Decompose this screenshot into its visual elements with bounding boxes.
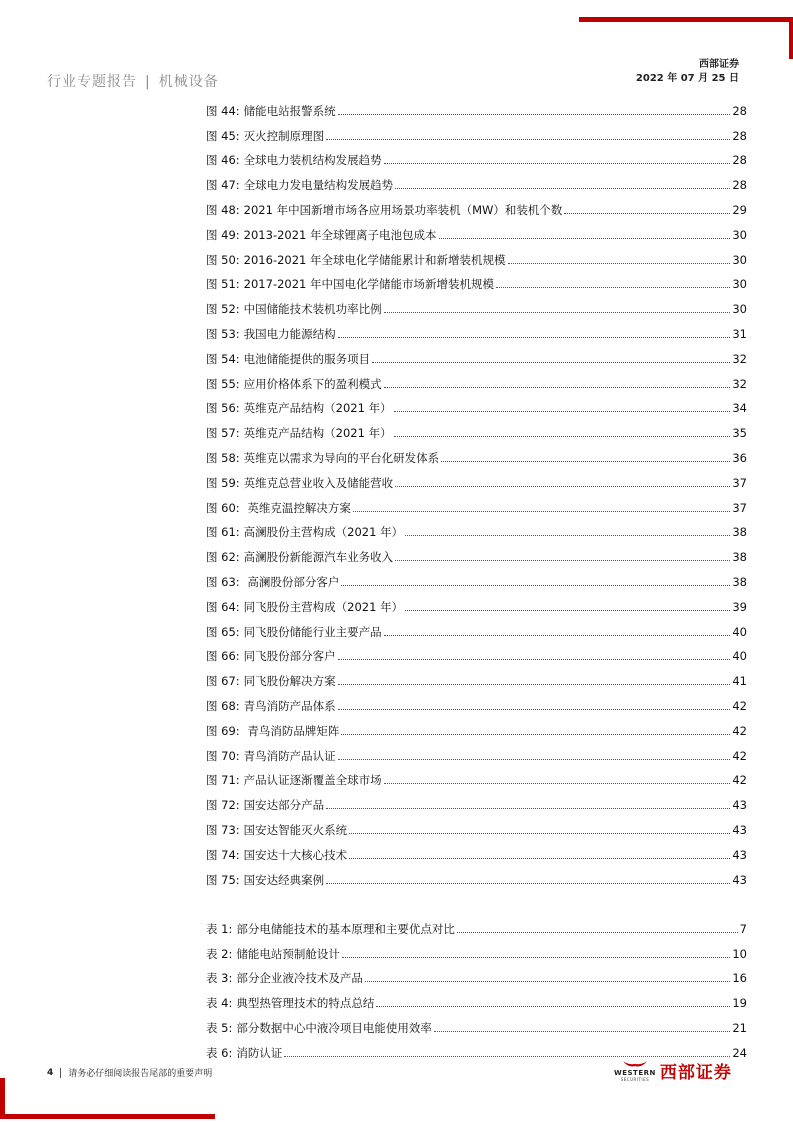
- entry-page: 38: [732, 574, 747, 589]
- dot-leader: [441, 461, 730, 462]
- entry-page: 42: [732, 773, 747, 788]
- entry-title: 国安达十大核心技术: [243, 847, 348, 862]
- entry-page: 28: [732, 128, 747, 143]
- entry-page: 42: [732, 723, 747, 738]
- entry-title: 2016-2021 年全球电化学储能累计和新增装机规模: [243, 252, 506, 267]
- entry-page: 41: [732, 674, 747, 689]
- entry-title: 中国储能技术装机功率比例: [243, 302, 382, 317]
- entry-page: 28: [732, 153, 747, 168]
- figure-entry[interactable]: [206, 242, 747, 267]
- entry-page: 43: [732, 872, 747, 887]
- company-logo: [614, 1058, 732, 1083]
- dot-leader: [384, 163, 731, 164]
- figure-entry[interactable]: [206, 763, 747, 788]
- entry-page: 31: [732, 326, 747, 341]
- figure-entry[interactable]: [206, 217, 747, 242]
- entry-number: 图 58:: [206, 450, 240, 465]
- footer-disclaimer: 请务必仔细阅读报告尾部的重要声明: [68, 1069, 213, 1079]
- report-category: 行业专题报告: [47, 74, 137, 90]
- figure-entry[interactable]: [206, 192, 747, 217]
- entry-title: 2017-2021 年中国电化学储能市场新增装机规模: [243, 277, 495, 292]
- entry-title: 全球电力发电量结构发展趋势: [243, 178, 394, 193]
- figure-entry[interactable]: [206, 787, 747, 812]
- entry-page: 16: [732, 971, 747, 986]
- figure-entry[interactable]: [206, 589, 747, 614]
- dot-leader: [508, 263, 731, 264]
- report-industry: 机械设备: [158, 74, 219, 90]
- dot-leader: [384, 387, 731, 388]
- dot-leader: [326, 139, 730, 140]
- figure-entry[interactable]: [206, 267, 747, 292]
- entry-number: 表 6:: [206, 1045, 233, 1060]
- dot-leader: [338, 684, 731, 685]
- entry-label: [206, 525, 403, 539]
- entry-number: 图 55:: [206, 376, 240, 391]
- entry-title: 同飞股份储能行业主要产品: [243, 624, 382, 639]
- entry-title: 我国电力能源结构: [243, 326, 336, 341]
- entry-number: 图 66:: [206, 649, 240, 664]
- entry-number: 表 5:: [206, 1020, 233, 1035]
- entry-title: 部分企业液冷技术及产品: [236, 971, 363, 986]
- entry-page: 28: [732, 178, 747, 193]
- logo-mark: [614, 1060, 656, 1082]
- entry-label: [206, 649, 336, 663]
- dot-leader: [338, 337, 731, 338]
- entry-title: 储能电站预制舱设计: [236, 946, 340, 961]
- entry-number: 图 63:: [206, 574, 240, 589]
- bull-horn-icon: [622, 1060, 648, 1070]
- dot-leader: [338, 709, 731, 710]
- entry-label: [206, 104, 336, 118]
- dot-leader: [496, 287, 730, 288]
- figure-entry[interactable]: [206, 639, 747, 664]
- dot-leader: [326, 883, 730, 884]
- figure-entry[interactable]: [206, 167, 747, 192]
- dot-leader: [341, 734, 730, 735]
- figure-entry[interactable]: [206, 440, 747, 465]
- entry-label: [206, 401, 392, 415]
- entry-number: 表 2:: [206, 946, 233, 961]
- entry-title: 英维克以需求为导向的平台化研发体系: [243, 450, 440, 465]
- entry-page: 43: [732, 798, 747, 813]
- entry-label: [206, 947, 340, 961]
- entry-number: 图 67:: [206, 674, 240, 689]
- entry-number: 图 64:: [206, 599, 240, 614]
- entry-label: [206, 426, 392, 440]
- entry-title: 国安达部分产品: [243, 798, 325, 813]
- entry-page: 29: [732, 202, 747, 217]
- entry-number: 图 61:: [206, 525, 240, 540]
- figure-entry[interactable]: [206, 862, 747, 887]
- entry-number: 图 75:: [206, 872, 240, 887]
- dot-leader: [395, 560, 730, 561]
- entry-title: 英维克产品结构（2021 年）: [243, 426, 392, 441]
- entry-title: 青鸟消防产品认证: [243, 748, 336, 763]
- entry-page: 43: [732, 822, 747, 837]
- dot-leader: [338, 659, 731, 660]
- entry-title: 2013-2021 年全球锂离子电池包成本: [243, 227, 437, 242]
- corner-decoration-top: [579, 17, 793, 22]
- table-entry[interactable]: [206, 1010, 747, 1035]
- report-category-header: [47, 71, 219, 91]
- entry-title: 高澜股份新能源汽车业务收入: [243, 550, 394, 565]
- entry-page: 36: [732, 450, 747, 465]
- dot-leader: [384, 635, 731, 636]
- entry-number: 图 70:: [206, 748, 240, 763]
- dot-leader: [342, 957, 731, 958]
- entry-label: [206, 1021, 432, 1035]
- table-list: [206, 911, 747, 1060]
- figure-entry[interactable]: [206, 291, 747, 316]
- entry-label: [206, 1046, 282, 1060]
- entry-number: 表 1:: [206, 921, 233, 936]
- entry-number: 图 62:: [206, 550, 240, 565]
- dot-leader: [457, 932, 738, 933]
- entry-number: 表 3:: [206, 971, 233, 986]
- entry-title: 同飞股份解决方案: [243, 674, 336, 689]
- entry-label: [206, 129, 324, 143]
- dot-leader: [349, 833, 730, 834]
- entry-label: [206, 848, 347, 862]
- entry-page: 21: [732, 1020, 747, 1035]
- entry-page: 42: [732, 748, 747, 763]
- entry-page: 30: [732, 252, 747, 267]
- entry-title: 英维克总营业收入及储能营收: [243, 475, 394, 490]
- entry-title: 应用价格体系下的盈利模式: [243, 376, 382, 391]
- figure-entry[interactable]: [206, 515, 747, 540]
- dot-leader: [338, 114, 731, 115]
- table-entry[interactable]: [206, 985, 747, 1010]
- entry-page: 30: [732, 227, 747, 242]
- entry-label: [206, 327, 336, 341]
- entry-number: 图 52:: [206, 302, 240, 317]
- entry-title: 典型热管理技术的特点总结: [236, 996, 375, 1011]
- figure-entry[interactable]: [206, 564, 747, 589]
- entry-number: 图 54:: [206, 351, 240, 366]
- figure-entry[interactable]: [206, 713, 747, 738]
- entry-number: 图 71:: [206, 773, 240, 788]
- logo-chinese: 西部证券: [659, 1063, 732, 1083]
- table-entry[interactable]: [206, 936, 747, 961]
- entry-title: 英维克温控解决方案: [243, 500, 351, 515]
- figure-entry[interactable]: [206, 118, 747, 143]
- entry-page: 38: [732, 525, 747, 540]
- entry-title: 国安达经典案例: [243, 872, 325, 887]
- dot-leader: [439, 238, 731, 239]
- entry-label: [206, 600, 403, 614]
- entry-number: 图 72:: [206, 798, 240, 813]
- entry-label: [206, 873, 324, 887]
- entry-label: [206, 277, 494, 291]
- table-entry[interactable]: [206, 911, 747, 936]
- entry-title: 2021 年中国新增市场各应用场景功率装机（MW）和装机个数: [243, 202, 563, 217]
- footer-separator: [60, 1068, 61, 1078]
- entry-page: 37: [732, 475, 747, 490]
- dot-leader: [349, 858, 730, 859]
- entry-label: [206, 377, 382, 391]
- figure-entry[interactable]: [206, 93, 747, 118]
- entry-number: 图 65:: [206, 624, 240, 639]
- entry-label: [206, 575, 339, 589]
- figure-entry[interactable]: [206, 738, 747, 763]
- entry-title: 青鸟消防产品体系: [243, 698, 336, 713]
- figure-entry[interactable]: [206, 663, 747, 688]
- entry-label: [206, 153, 382, 167]
- entry-label: [206, 823, 347, 837]
- figure-entry[interactable]: [206, 316, 747, 341]
- entry-title: 灭火控制原理图: [243, 128, 325, 143]
- dot-leader: [341, 585, 730, 586]
- entry-page: 34: [732, 401, 747, 416]
- figure-entry[interactable]: [206, 539, 747, 564]
- entry-title: 高澜股份部分客户: [243, 574, 340, 589]
- entry-number: 图 53:: [206, 326, 240, 341]
- entry-number: 图 45:: [206, 128, 240, 143]
- entry-page: 7: [739, 921, 747, 936]
- entry-label: [206, 178, 393, 192]
- entry-title: 部分电储能技术的基本原理和主要优点对比: [236, 921, 455, 936]
- corner-decoration-bottom: [0, 1114, 215, 1119]
- logo-english-sub: SECURITIES: [620, 1076, 650, 1082]
- dot-leader: [405, 535, 730, 536]
- entry-page: 37: [732, 500, 747, 515]
- dot-leader: [395, 486, 730, 487]
- header-company-name: 西部证券: [699, 59, 739, 70]
- entry-title: 部分数据中心中液冷项目电能使用效率: [236, 1020, 432, 1035]
- figure-entry[interactable]: [206, 837, 747, 862]
- entry-number: 图 51:: [206, 277, 240, 292]
- entry-label: [206, 724, 339, 738]
- entry-page: 30: [732, 277, 747, 292]
- entry-label: [206, 625, 382, 639]
- entry-label: [206, 476, 393, 490]
- corner-decoration-bottom-vertical: [0, 1078, 5, 1119]
- dot-leader: [384, 783, 731, 784]
- figure-entry[interactable]: [206, 490, 747, 515]
- entry-label: [206, 501, 351, 515]
- figure-list: [206, 93, 747, 887]
- report-date: 2022 年 07 月 25 日: [635, 73, 739, 84]
- entry-title: 全球电力装机结构发展趋势: [243, 153, 382, 168]
- dot-leader: [376, 1006, 730, 1007]
- entry-label: [206, 228, 437, 242]
- entry-number: 图 50:: [206, 252, 240, 267]
- entry-label: [206, 451, 439, 465]
- entry-label: [206, 798, 324, 812]
- entry-page: 42: [732, 698, 747, 713]
- entry-page: 19: [732, 996, 747, 1011]
- dot-leader: [353, 511, 731, 512]
- entry-title: 电池储能提供的服务项目: [243, 351, 371, 366]
- header-separator: |: [145, 74, 151, 90]
- entry-page: 32: [732, 351, 747, 366]
- entry-title: 产品认证逐渐覆盖全球市场: [243, 773, 382, 788]
- entry-label: [206, 922, 455, 936]
- entry-number: 图 73:: [206, 822, 240, 837]
- dot-leader: [365, 981, 731, 982]
- dot-leader: [564, 213, 730, 214]
- entry-number: 图 57:: [206, 426, 240, 441]
- entry-title: 国安达智能灭火系统: [243, 822, 348, 837]
- page-number: 4: [47, 1067, 54, 1078]
- entry-title: 储能电站报警系统: [243, 103, 336, 118]
- entry-number: 图 49:: [206, 227, 240, 242]
- entry-label: [206, 352, 370, 366]
- entry-number: 图 46:: [206, 153, 240, 168]
- entry-number: 图 59:: [206, 475, 240, 490]
- figure-entry[interactable]: [206, 614, 747, 639]
- logo-english: WESTERN: [614, 1068, 656, 1077]
- entry-page: 35: [732, 426, 747, 441]
- entry-label: [206, 996, 374, 1010]
- entry-label: [206, 699, 336, 713]
- entry-page: 28: [732, 103, 747, 118]
- entry-page: 40: [732, 624, 747, 639]
- entry-title: 英维克产品结构（2021 年）: [243, 401, 392, 416]
- entry-page: 30: [732, 302, 747, 317]
- entry-number: 图 69:: [206, 723, 240, 738]
- dot-leader: [326, 808, 730, 809]
- entry-number: 图 44:: [206, 103, 240, 118]
- entry-title: 同飞股份主营构成（2021 年）: [243, 599, 404, 614]
- entry-label: [206, 773, 382, 787]
- entry-title: 青鸟消防品牌矩阵: [243, 723, 340, 738]
- entry-page: 43: [732, 847, 747, 862]
- figure-entry[interactable]: [206, 341, 747, 366]
- entry-page: 10: [732, 946, 747, 961]
- entry-label: [206, 302, 382, 316]
- entry-label: [206, 253, 506, 267]
- dot-leader: [394, 411, 731, 412]
- entry-title: 同飞股份部分客户: [243, 649, 336, 664]
- entry-page: 39: [732, 599, 747, 614]
- entry-label: [206, 749, 336, 763]
- dot-leader: [338, 759, 731, 760]
- entry-number: 图 56:: [206, 401, 240, 416]
- entry-page: 32: [732, 376, 747, 391]
- entry-page: 24: [732, 1045, 747, 1060]
- entry-number: 表 4:: [206, 996, 233, 1011]
- figure-entry[interactable]: [206, 415, 747, 440]
- dot-leader: [434, 1031, 731, 1032]
- dot-leader: [405, 610, 730, 611]
- figure-entry[interactable]: [206, 465, 747, 490]
- dot-leader: [394, 436, 731, 437]
- entry-label: [206, 971, 363, 985]
- entry-title: 消防认证: [236, 1045, 283, 1060]
- table-entry[interactable]: [206, 961, 747, 986]
- figure-entry[interactable]: [206, 143, 747, 168]
- entry-page: 40: [732, 649, 747, 664]
- entry-number: 图 60:: [206, 500, 240, 515]
- entry-number: 图 68:: [206, 698, 240, 713]
- figure-entry[interactable]: [206, 391, 747, 416]
- footer: [47, 1066, 212, 1079]
- dot-leader: [384, 312, 731, 313]
- figure-entry[interactable]: [206, 366, 747, 391]
- dot-leader: [372, 362, 730, 363]
- entry-number: 图 74:: [206, 847, 240, 862]
- corner-decoration-top-vertical: [789, 17, 793, 59]
- dot-leader: [395, 188, 730, 189]
- entry-number: 图 48:: [206, 202, 240, 217]
- figure-entry[interactable]: [206, 688, 747, 713]
- figure-entry[interactable]: [206, 812, 747, 837]
- entry-page: 38: [732, 550, 747, 565]
- entry-number: 图 47:: [206, 178, 240, 193]
- dot-leader: [284, 1056, 730, 1057]
- table-entry[interactable]: [206, 1035, 747, 1060]
- entry-title: 高澜股份主营构成（2021 年）: [243, 525, 404, 540]
- entry-label: [206, 550, 393, 564]
- entry-label: [206, 674, 336, 688]
- entry-label: [206, 203, 562, 217]
